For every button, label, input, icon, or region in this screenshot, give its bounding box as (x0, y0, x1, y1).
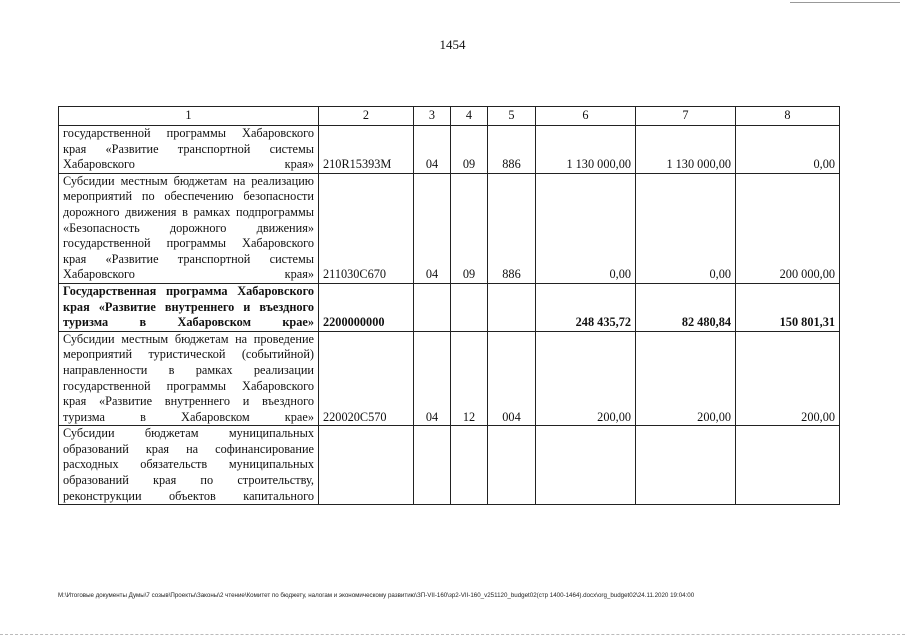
row-amount-col6: 0,00 (536, 173, 636, 283)
row-amount-col6: 200,00 (536, 331, 636, 426)
header-cell: 2 (319, 107, 414, 126)
row-amount-col7 (636, 426, 736, 505)
row-expense-type (488, 426, 536, 505)
row-subsection (451, 283, 488, 331)
header-cell: 4 (451, 107, 488, 126)
row-description: Государственная программа Хабаровского края «Развитие внутреннего и въездного туризма в Хабаровском крае» (59, 283, 319, 331)
row-amount-col7: 0,00 (636, 173, 736, 283)
row-section (414, 426, 451, 505)
budget-table (58, 106, 840, 505)
document-path-footer: M:\Итоговые документы Думы\7 созыв\Проекты\Законы\2 чтение\Комитет по бюджету, налогам и экономическому развитию\ЗП-VII-160\зр2-VII-160_v251120_budget02(стр 1400-1464).docx\org_budget02\24.11.2020 19:04:00 (58, 592, 695, 599)
header-cell: 6 (536, 107, 636, 126)
row-section: 04 (414, 173, 451, 283)
row-target-code: 211030С670 (319, 173, 414, 283)
row-amount-col8 (736, 426, 840, 505)
row-amount-col8: 150 801,31 (736, 283, 840, 331)
row-description: Субсидии местным бюджетам на реализацию мероприятий по обеспечению безопасности дорожного движения в рамках подпрограммы «Безопасность дорожного движения» государственной программы Хабаровского края «Развитие транспортной системы Хабаровского края» (59, 173, 319, 283)
row-expense-type: 004 (488, 331, 536, 426)
row-section (414, 283, 451, 331)
row-description: Субсидии местным бюджетам на проведение мероприятий туристической (событийной) направленности в рамках реализации государственной программы Хабаровского края «Развитие внутреннего и въездного туризма в Хабаровском крае» (59, 331, 319, 426)
header-cell: 3 (414, 107, 451, 126)
row-amount-col6: 248 435,72 (536, 283, 636, 331)
row-section: 04 (414, 126, 451, 174)
row-expense-type: 886 (488, 173, 536, 283)
row-target-code: 2200000000 (319, 283, 414, 331)
bottom-rule (0, 634, 905, 635)
header-cell: 7 (636, 107, 736, 126)
row-subsection: 09 (451, 173, 488, 283)
row-subsection (451, 426, 488, 505)
row-expense-type (488, 283, 536, 331)
table-row (59, 173, 840, 283)
header-cell: 8 (736, 107, 840, 126)
header-row (59, 107, 840, 126)
row-section: 04 (414, 331, 451, 426)
table-row-program-total (59, 283, 840, 331)
row-target-code: 210R15393M (319, 126, 414, 174)
header-cell: 1 (59, 107, 319, 126)
row-amount-col7: 82 480,84 (636, 283, 736, 331)
row-amount-col7: 200,00 (636, 331, 736, 426)
table-row (59, 126, 840, 174)
row-amount-col8: 200,00 (736, 331, 840, 426)
row-subsection: 09 (451, 126, 488, 174)
top-rule (790, 2, 900, 3)
row-amount-col7: 1 130 000,00 (636, 126, 736, 174)
row-description: государственной программы Хабаровского края «Развитие транспортной системы Хабаровского края» (59, 126, 319, 174)
row-amount-col8: 200 000,00 (736, 173, 840, 283)
row-subsection: 12 (451, 331, 488, 426)
row-amount-col6: 1 130 000,00 (536, 126, 636, 174)
table-row (59, 331, 840, 426)
table-row (59, 426, 840, 505)
row-target-code: 220020С570 (319, 331, 414, 426)
page-number: 1454 (439, 37, 466, 52)
header-cell: 5 (488, 107, 536, 126)
row-target-code (319, 426, 414, 505)
row-description: Субсидии бюджетам муниципальных образований края на софинансирование расходных обязательств муниципальных образований края по строительству, реконструкции объектов капитального (59, 426, 319, 505)
row-amount-col6 (536, 426, 636, 505)
row-expense-type: 886 (488, 126, 536, 174)
row-amount-col8: 0,00 (736, 126, 840, 174)
